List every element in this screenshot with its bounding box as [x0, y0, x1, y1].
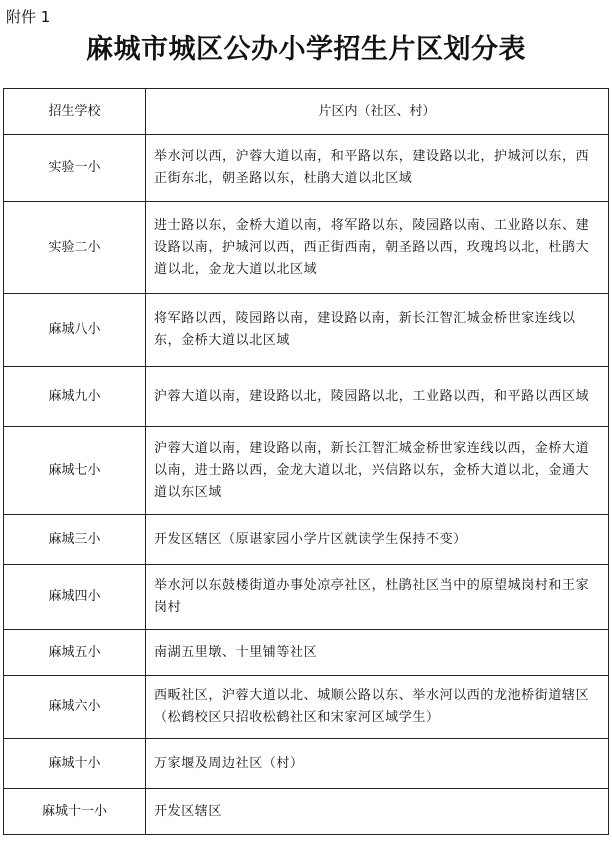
header-school: 招生学校 — [4, 89, 146, 135]
table-row — [4, 135, 609, 202]
school-name: 麻城八小 — [4, 294, 146, 367]
zone-description: 万家堰及周边社区（村） — [146, 739, 609, 789]
school-name: 麻城九小 — [4, 367, 146, 427]
zone-description: 开发区辖区 — [146, 789, 609, 835]
zone-description: 举水河以东鼓楼街道办事处凉亭社区，杜鹃社区当中的原望城岗村和王家岗村 — [146, 565, 609, 630]
table-row — [4, 202, 609, 294]
zone-description: 南湖五里墩、十里铺等社区 — [146, 630, 609, 676]
zone-description: 举水河以西，沪蓉大道以南，和平路以东，建设路以北，护城河以东，西正街东北，朝圣路以东，杜鹃大道以北区域 — [146, 135, 609, 202]
table-row — [4, 630, 609, 676]
zone-description: 开发区辖区（原谌家园小学片区就读学生保持不变） — [146, 515, 609, 565]
table-row — [4, 515, 609, 565]
zone-description: 进士路以东，金桥大道以南，将军路以东，陵园路以南、工业路以东、建设路以南，护城河以西，西正街西南，朝圣路以西，玫瑰坞以北，杜鹃大道以北，金龙大道以北区域 — [146, 202, 609, 294]
school-name: 麻城十小 — [4, 739, 146, 789]
enrollment-zone-table — [3, 88, 609, 835]
table-row — [4, 789, 609, 835]
table-row — [4, 739, 609, 789]
school-name: 实验二小 — [4, 202, 146, 294]
school-name: 麻城六小 — [4, 676, 146, 739]
header-area: 片区内（社区、村） — [146, 89, 609, 135]
school-name: 麻城七小 — [4, 427, 146, 515]
document-title: 麻城市城区公办小学招生片区划分表 — [86, 34, 526, 65]
table-row — [4, 565, 609, 630]
zone-description: 西畈社区，沪蓉大道以北、城顺公路以东、举水河以西的龙池桥街道辖区（松鹤校区只招收松鹤社区和宋家河区域学生） — [146, 676, 609, 739]
zone-description: 沪蓉大道以南，建设路以北，陵园路以北，工业路以西，和平路以西区域 — [146, 367, 609, 427]
table-header-row — [4, 89, 609, 135]
school-name: 麻城四小 — [4, 565, 146, 630]
table-row — [4, 367, 609, 427]
attachment-label: 附件 1 — [6, 8, 51, 26]
table-row — [4, 676, 609, 739]
zone-description: 沪蓉大道以南，建设路以南，新长江智汇城金桥世家连线以西，金桥大道以南，进士路以西，金龙大道以北，兴信路以东，金桥大道以北，金通大道以东区域 — [146, 427, 609, 515]
school-name: 实验一小 — [4, 135, 146, 202]
school-name: 麻城五小 — [4, 630, 146, 676]
school-name: 麻城十一小 — [4, 789, 146, 835]
table-row — [4, 294, 609, 367]
school-name: 麻城三小 — [4, 515, 146, 565]
zone-description: 将军路以西，陵园路以南，建设路以南，新长江智汇城金桥世家连线以东，金桥大道以北区域 — [146, 294, 609, 367]
table-row — [4, 427, 609, 515]
